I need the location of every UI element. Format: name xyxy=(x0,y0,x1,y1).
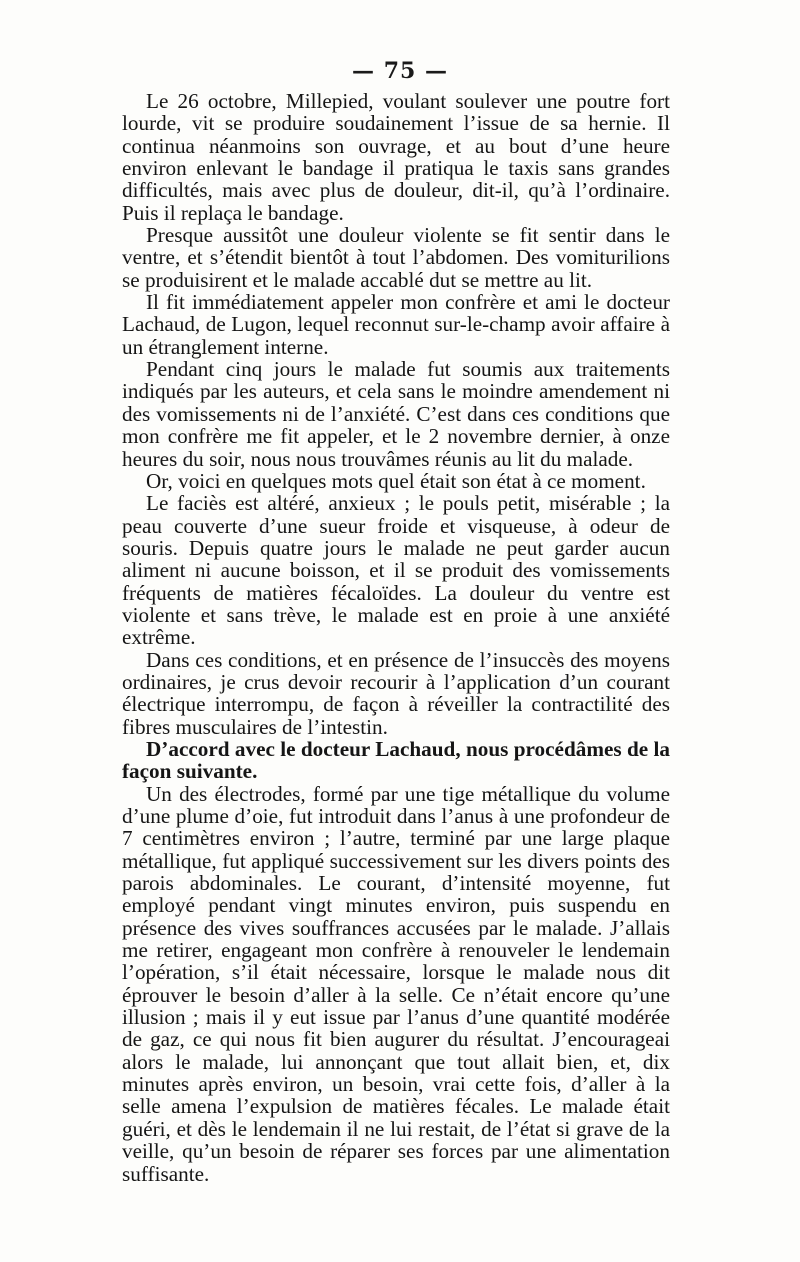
paragraph-9: Un des électrodes, formé par une tige métallique du volume d’une plume d’oie, fut introduit dans l’anus à une profondeur de 7 centimètres environ ; l’autre, terminé par une large plaque métallique, fut appliqué successivement sur les divers points des parois abdominales. Le courant, d’intensité moyenne, fut employé pendant vingt minutes environ, puis suspendu en présence des vives souffrances accusées par le malade. J’allais me retirer, engageant mon confrère à renouveler le lendemain l’opération, s’il était nécessaire, lorsque le malade nous dit éprouver le besoin d’aller à la selle. Ce n’était encore qu’une illusion ; mais il y eut issue par l’anus d’une quantité modérée de gaz, ce qui nous fit bien augurer du résultat. J’encourageai alors le malade, lui annonçant que tout allait bien, et, dix minutes après environ, un besoin, vrai cette fois, d’aller à la selle amena l’expulsion de matières fécales. Le malade était guéri, et dès le lendemain il ne lui restait, de l’état si grave de la veille, qu’un besoin de réparer ses forces par une alimentation suffisante. xyxy=(122,781,670,1186)
body-text xyxy=(122,90,670,1185)
page-number: — 75 — xyxy=(352,58,448,84)
paragraph-8: D’accord avec le docteur Lachaud, nous procédâmes de la façon suivante. xyxy=(122,736,670,784)
paragraph-4: Pendant cinq jours le malade fut soumis aux traitements indiqués par les auteurs, et cela sans le moindre amendement ni des vomissements ni de l’anxiété. C’est dans ces conditions que mon confrère me fit appeler, et le 2 novembre dernier, à onze heures du soir, nous nous trouvâmes réunis au lit du malade. xyxy=(122,357,670,471)
paragraph-7: Dans ces conditions, et en présence de l’insuccès des moyens ordinaires, je crus devoir recourir à l’application d’un courant électrique interrompu, de façon à réveiller la contractilité des fibres musculaires de l’intestin. xyxy=(122,647,670,739)
paragraph-2: Presque aussitôt une douleur violente se fit sentir dans le ventre, et s’étendit bientôt à tout l’abdomen. Des vomiturilions se produisirent et le malade accablé dut se mettre au lit. xyxy=(122,223,670,292)
paragraph-5: Or, voici en quelques mots quel était son état à ce moment. xyxy=(146,468,646,493)
paragraph-1: Le 26 octobre, Millepied, voulant soulever une poutre fort lourde, vit se produire soudainement l’issue de sa hernie. Il continua néanmoins son ouvrage, et au bout d’une heure environ enlevant le bandage il pratiqua le taxis sans grandes difficultés, mais avec plus de douleur, dit-il, qu’à l’ordinaire. Puis il replaça le bandage. xyxy=(122,89,670,225)
paragraph-3: Il fit immédiatement appeler mon confrère et ami le docteur Lachaud, de Lugon, lequel reconnut sur-le-champ avoir affaire à un étranglement interne. xyxy=(122,290,670,359)
paragraph-6: Le faciès est altéré, anxieux ; le pouls petit, misérable ; la peau couverte d’une sueur froide et visqueuse, à odeur de souris. Depuis quatre jours le malade ne peut garder aucun aliment ni aucune boisson, et il se produit des vomissements fréquents de matières fécaloïdes. La douleur du ventre est violente et sans trève, le malade est en proie à une anxiété extrême. xyxy=(122,491,670,650)
